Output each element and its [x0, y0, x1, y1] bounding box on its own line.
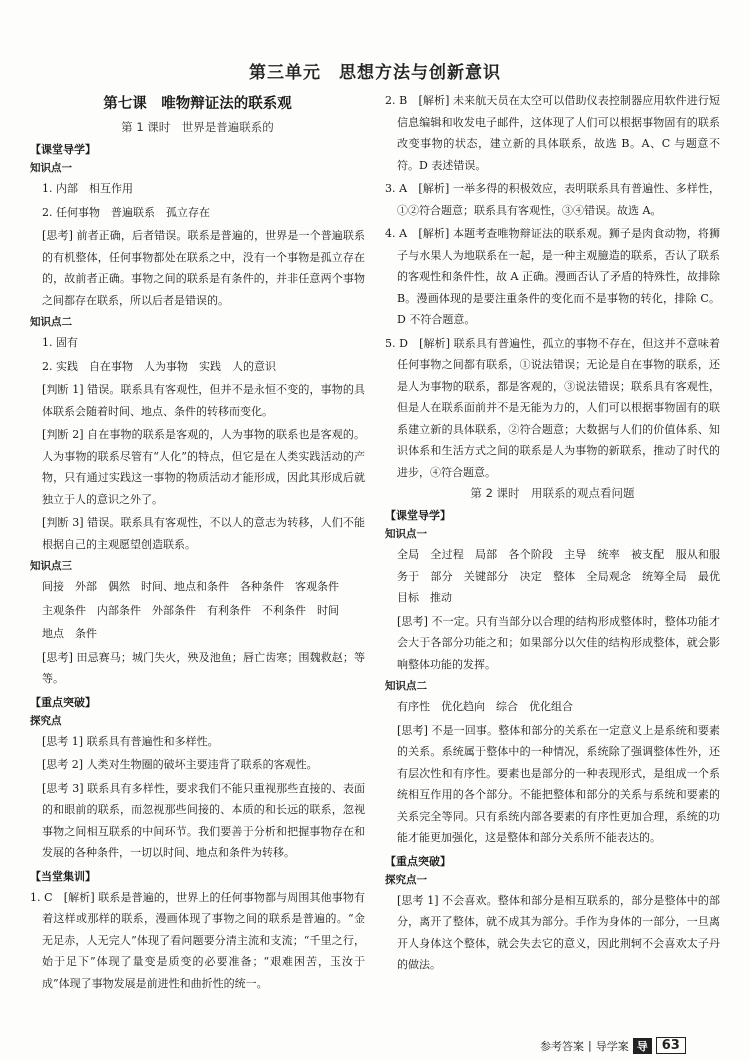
knowledge-point-heading: 知识点一 [385, 528, 427, 540]
page-footer [540, 1037, 686, 1054]
answer-line: 2. 实践 自在事物 人为事物 实践 人的意识 [42, 359, 276, 373]
left-column [30, 90, 365, 996]
answer-line: 有序性 优化趋向 综合 优化组合 [397, 700, 573, 713]
section-heading: 【重点突破】 [30, 695, 96, 709]
knowledge-point-heading: 知识点二 [385, 680, 427, 692]
think-paragraph: [思考] 田忌赛马；城门失火，殃及池鱼；唇亡齿寒；围魏救赵；等等。 [42, 650, 365, 685]
section-heading: 【当堂集训】 [30, 869, 96, 883]
think-paragraph: [思考 2] 人类对生物圈的破坏主要违背了联系的客观性。 [42, 758, 318, 771]
footer-book-name: 导学案 [595, 1039, 629, 1053]
question-answer: 1. C [解析] 联系是普遍的，世界上的任何事物都与周围其他事物有着这样或那样的联系，漫画体现了事物之间的联系是普遍的。“金无足赤，人无完人”体现了看问题要分清主流和支流；“千里之行，始于足下”体现了量变是质变的必要准备；“艰难困苦，玉汝于成”体现了事物发展是前进性和曲折性的统一。 [30, 890, 365, 990]
right-column [385, 90, 720, 978]
answer-line: 间接 外部 偶然 时间、地点和条件 各种条件 客观条件 [42, 580, 339, 593]
think-paragraph: [思考] 不一定。只有当部分以合理的结构形成整体时，整体功能才会大于各部分功能之和；如果部分以欠佳的结构形成整体，就会影响整体功能的发挥。 [397, 614, 720, 671]
question-answer: 2. B [解析] 未来航天员在太空可以借助仪表控制器应用软件进行短信息编辑和收发电子邮件，这体现了人们可以根据事物固有的联系改变事物的状态，建立新的具体联系，故选 B。A、C 与题意不符。D 表述错误。 [385, 94, 720, 172]
lesson-title: 第七课 唯物辩证法的联系观 [103, 96, 292, 112]
footer-separator: | [588, 1039, 592, 1052]
section-heading: 【课堂导学】 [30, 143, 96, 156]
lesson-subtitle: 第 2 课时 用联系的观点看问题 [470, 486, 635, 500]
knowledge-point-heading: 知识点二 [30, 316, 72, 328]
think-paragraph: [思考 1] 联系具有普遍性和多样性。 [42, 734, 219, 748]
lesson-subtitle: 第 1 课时 世界是普遍联系的 [121, 120, 274, 134]
judge-paragraph: [判断 2] 自在事物的联系是客观的，人为事物的联系也是客观的。人为事物的联系尽管有“人化”的特点，但它是在人类实践活动的产物，只有通过实践这一事物的物质活动才能形成，因此其形成后就独立于人的意识之外了。 [42, 428, 365, 506]
question-answer: 4. A [解析] 本题考查唯物辩证法的联系观。狮子是肉食动物，将狮子与水果人为地联系在一起，是一种主观臆造的联系，否认了联系的客观性和条件性，故 A 正确。漫画否认了矛盾的特殊性，故排除 B。漫画体现的是要注重条件的变化而不是事物的转化，排除 C。D 不符合题意。 [385, 227, 720, 326]
section-heading: 【课堂导学】 [385, 509, 451, 522]
explore-heading: 探究点 [30, 714, 62, 727]
unit-title: 第三单元 思想方法与创新意识 [249, 63, 501, 83]
section-heading: 【重点突破】 [385, 854, 451, 868]
answer-line: 1. 内部 相互作用 [42, 182, 133, 195]
answer-line: 全局 全过程 局部 各个阶段 主导 统率 被支配 服从和服务于 部分 关键部分 决定 整体 全局观念 统筹全局 最优目标 推动 [397, 548, 720, 604]
knowledge-point-heading: 知识点一 [30, 162, 72, 174]
explore-heading: 探究点一 [385, 873, 427, 886]
answer-line: 1. 固有 [42, 336, 78, 349]
question-answer: 3. A [解析] 一举多得的积极效应，表明联系具有普遍性、多样性，①②符合题意；联系具有客观性，③④错误。故选 A。 [385, 182, 720, 217]
page-number: 63 [656, 1037, 686, 1054]
knowledge-point-heading: 知识点三 [30, 560, 72, 572]
answer-line: 2. 任何事物 普遍联系 孤立存在 [42, 205, 210, 219]
think-paragraph: [思考] 不是一回事。整体和部分的关系在一定意义上是系统和要素的关系。系统属于整体中的一种情况，系统除了强调整体性外，还有层次性和有序性。要素也是部分的一种表现形式，是组成一个系统相互作用的各个部分。不能把整体和部分的关系与系统和要素的关系完全等同。只有系统内部各要素的有序性更加合理，系统的功能才能更加强化，这是整体和部分关系所不能表达的。 [397, 723, 720, 844]
think-paragraph: [思考] 前者正确，后者错误。联系是普遍的，世界是一个普遍联系的有机整体，任何事物都处在联系之中，没有一个事物是孤立存在的，故前者正确。事物之间的联系是有条件的，并非任意两个事物之间都存在联系，所以后者是错误的。 [42, 229, 365, 307]
question-answer: 5. D [解析] 联系具有普遍性，孤立的事物不存在，但这并不意味着任何事物之间都有联系，①说法错误；无论是自在事物的联系，还是人为事物的联系，都是客观的，③说法错误；联系具有客观性，但是人在联系面前并不是无能为力的，人们可以根据事物固有的联系建立新的具体联系，②符合题意；大数据与人们的价值体系、知识体系和生活方式之间的联系是人为事物的新联系，推动了时代的进步，④符合题意。 [385, 336, 720, 479]
answer-line: 主观条件 内部条件 外部条件 有利条件 不利条件 时间 [42, 603, 339, 617]
footer-label: 参考答案 [540, 1039, 584, 1053]
think-paragraph: [思考 1] 不会喜欢。整体和部分是相互联系的，部分是整体中的部分，离开了整体，就不成其为部分。手作为身体的一部分，一旦离开人身体这个整体，就会失去它的意义，因此荆轲不会喜欢太子丹的做法。 [397, 893, 720, 971]
judge-paragraph: [判断 1] 错误。联系具有客观性，但并不是永恒不变的，事物的具体联系会随着时间、地点、条件的转移而变化。 [42, 383, 365, 418]
think-paragraph: [思考 3] 联系具有多样性，要求我们不能只重视那些直接的、表面的和眼前的联系，而忽视那些间接的、本质的和长远的联系，忽视事物之间相互联系的中间环节。我们要善于分析和把握事物存在和发展的各种条件，一切以时间、地点和条件为转移。 [42, 781, 365, 859]
judge-paragraph: [判断 3] 错误。联系具有客观性，不以人的意志为转移，人们不能根据自己的主观愿望创造联系。 [42, 516, 365, 551]
footer-badge: 导 [633, 1038, 652, 1054]
answer-line: 地点 条件 [42, 627, 97, 640]
